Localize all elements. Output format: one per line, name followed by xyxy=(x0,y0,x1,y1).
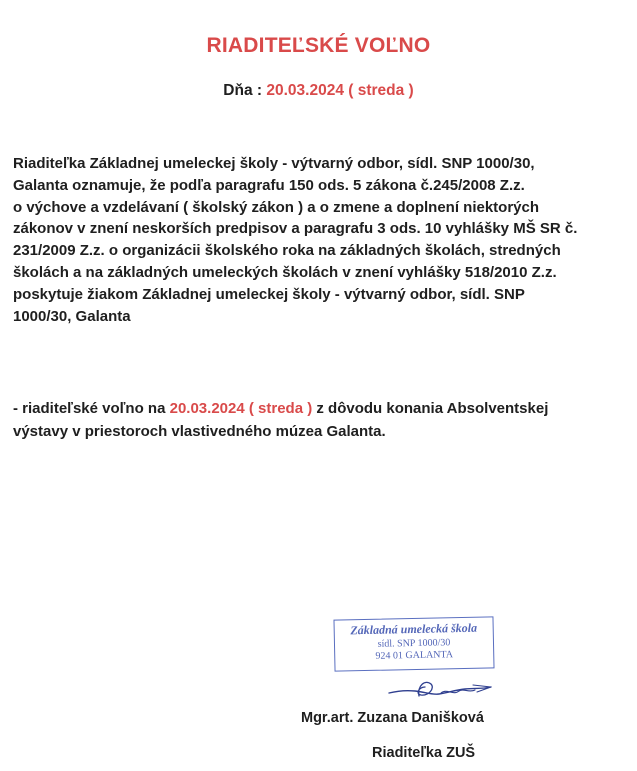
paragraph-line: 1000/30, Galanta xyxy=(13,307,131,325)
paragraph-line: poskytuje žiakom Základnej umeleckej školy - výtvarný odbor, sídl. SNP xyxy=(13,285,525,303)
stamp-school-name: Základná umelecká škola xyxy=(350,620,478,638)
stamp-city: 924 01 GALANTA xyxy=(375,649,454,662)
announcement-paragraph xyxy=(13,153,625,327)
notice-date: 20.03.2024 ( streda ) xyxy=(169,400,313,417)
paragraph-line: Riaditeľka Základnej umeleckej školy - výtvarný odbor, sídl. SNP 1000/30, xyxy=(13,155,535,172)
paragraph-line: 231/2009 Z.z. o organizácii školského roka na základných školách, stredných xyxy=(13,242,561,260)
signer-name: Mgr.art. Zuzana Danišková xyxy=(301,710,484,726)
paragraph-line: školách a na základných umeleckých školách v znení vyhlášky 518/2010 Z.z. xyxy=(13,263,557,281)
notice-prefix: - riaditeľské voľno na xyxy=(13,400,170,417)
stamp-address: sídl. SNP 1000/30 xyxy=(377,637,451,650)
notice-line-1 xyxy=(13,398,625,421)
notice-suffix: z dôvodu konania Absolventskej xyxy=(312,400,549,417)
document-title: RIADITEĽSKÉ VOĽNO xyxy=(206,34,431,57)
signer-role: Riaditeľka ZUŠ xyxy=(372,745,476,761)
date-line xyxy=(0,82,637,100)
paragraph-line: o výchove a vzdelávaní ( školský zákon ) a o zmene a doplnení niektorých xyxy=(13,198,540,216)
paragraph-line: zákonov v znení neskorších predpisov a paragrafu 3 ods. 10 vyhlášky MŠ SR č. xyxy=(13,220,578,238)
paragraph-line: Galanta oznamuje, že podľa paragrafu 150 ods. 5 zákona č.245/2008 Z.z. xyxy=(13,176,525,194)
notice-item xyxy=(13,398,625,443)
date-label: Dňa : xyxy=(223,82,267,99)
school-stamp xyxy=(333,616,494,671)
date-value: 20.03.2024 ( streda ) xyxy=(266,82,414,99)
handwritten-signature xyxy=(385,672,495,706)
notice-line-2: výstavy v priestoroch vlastivedného múzea Galanta. xyxy=(13,422,386,440)
